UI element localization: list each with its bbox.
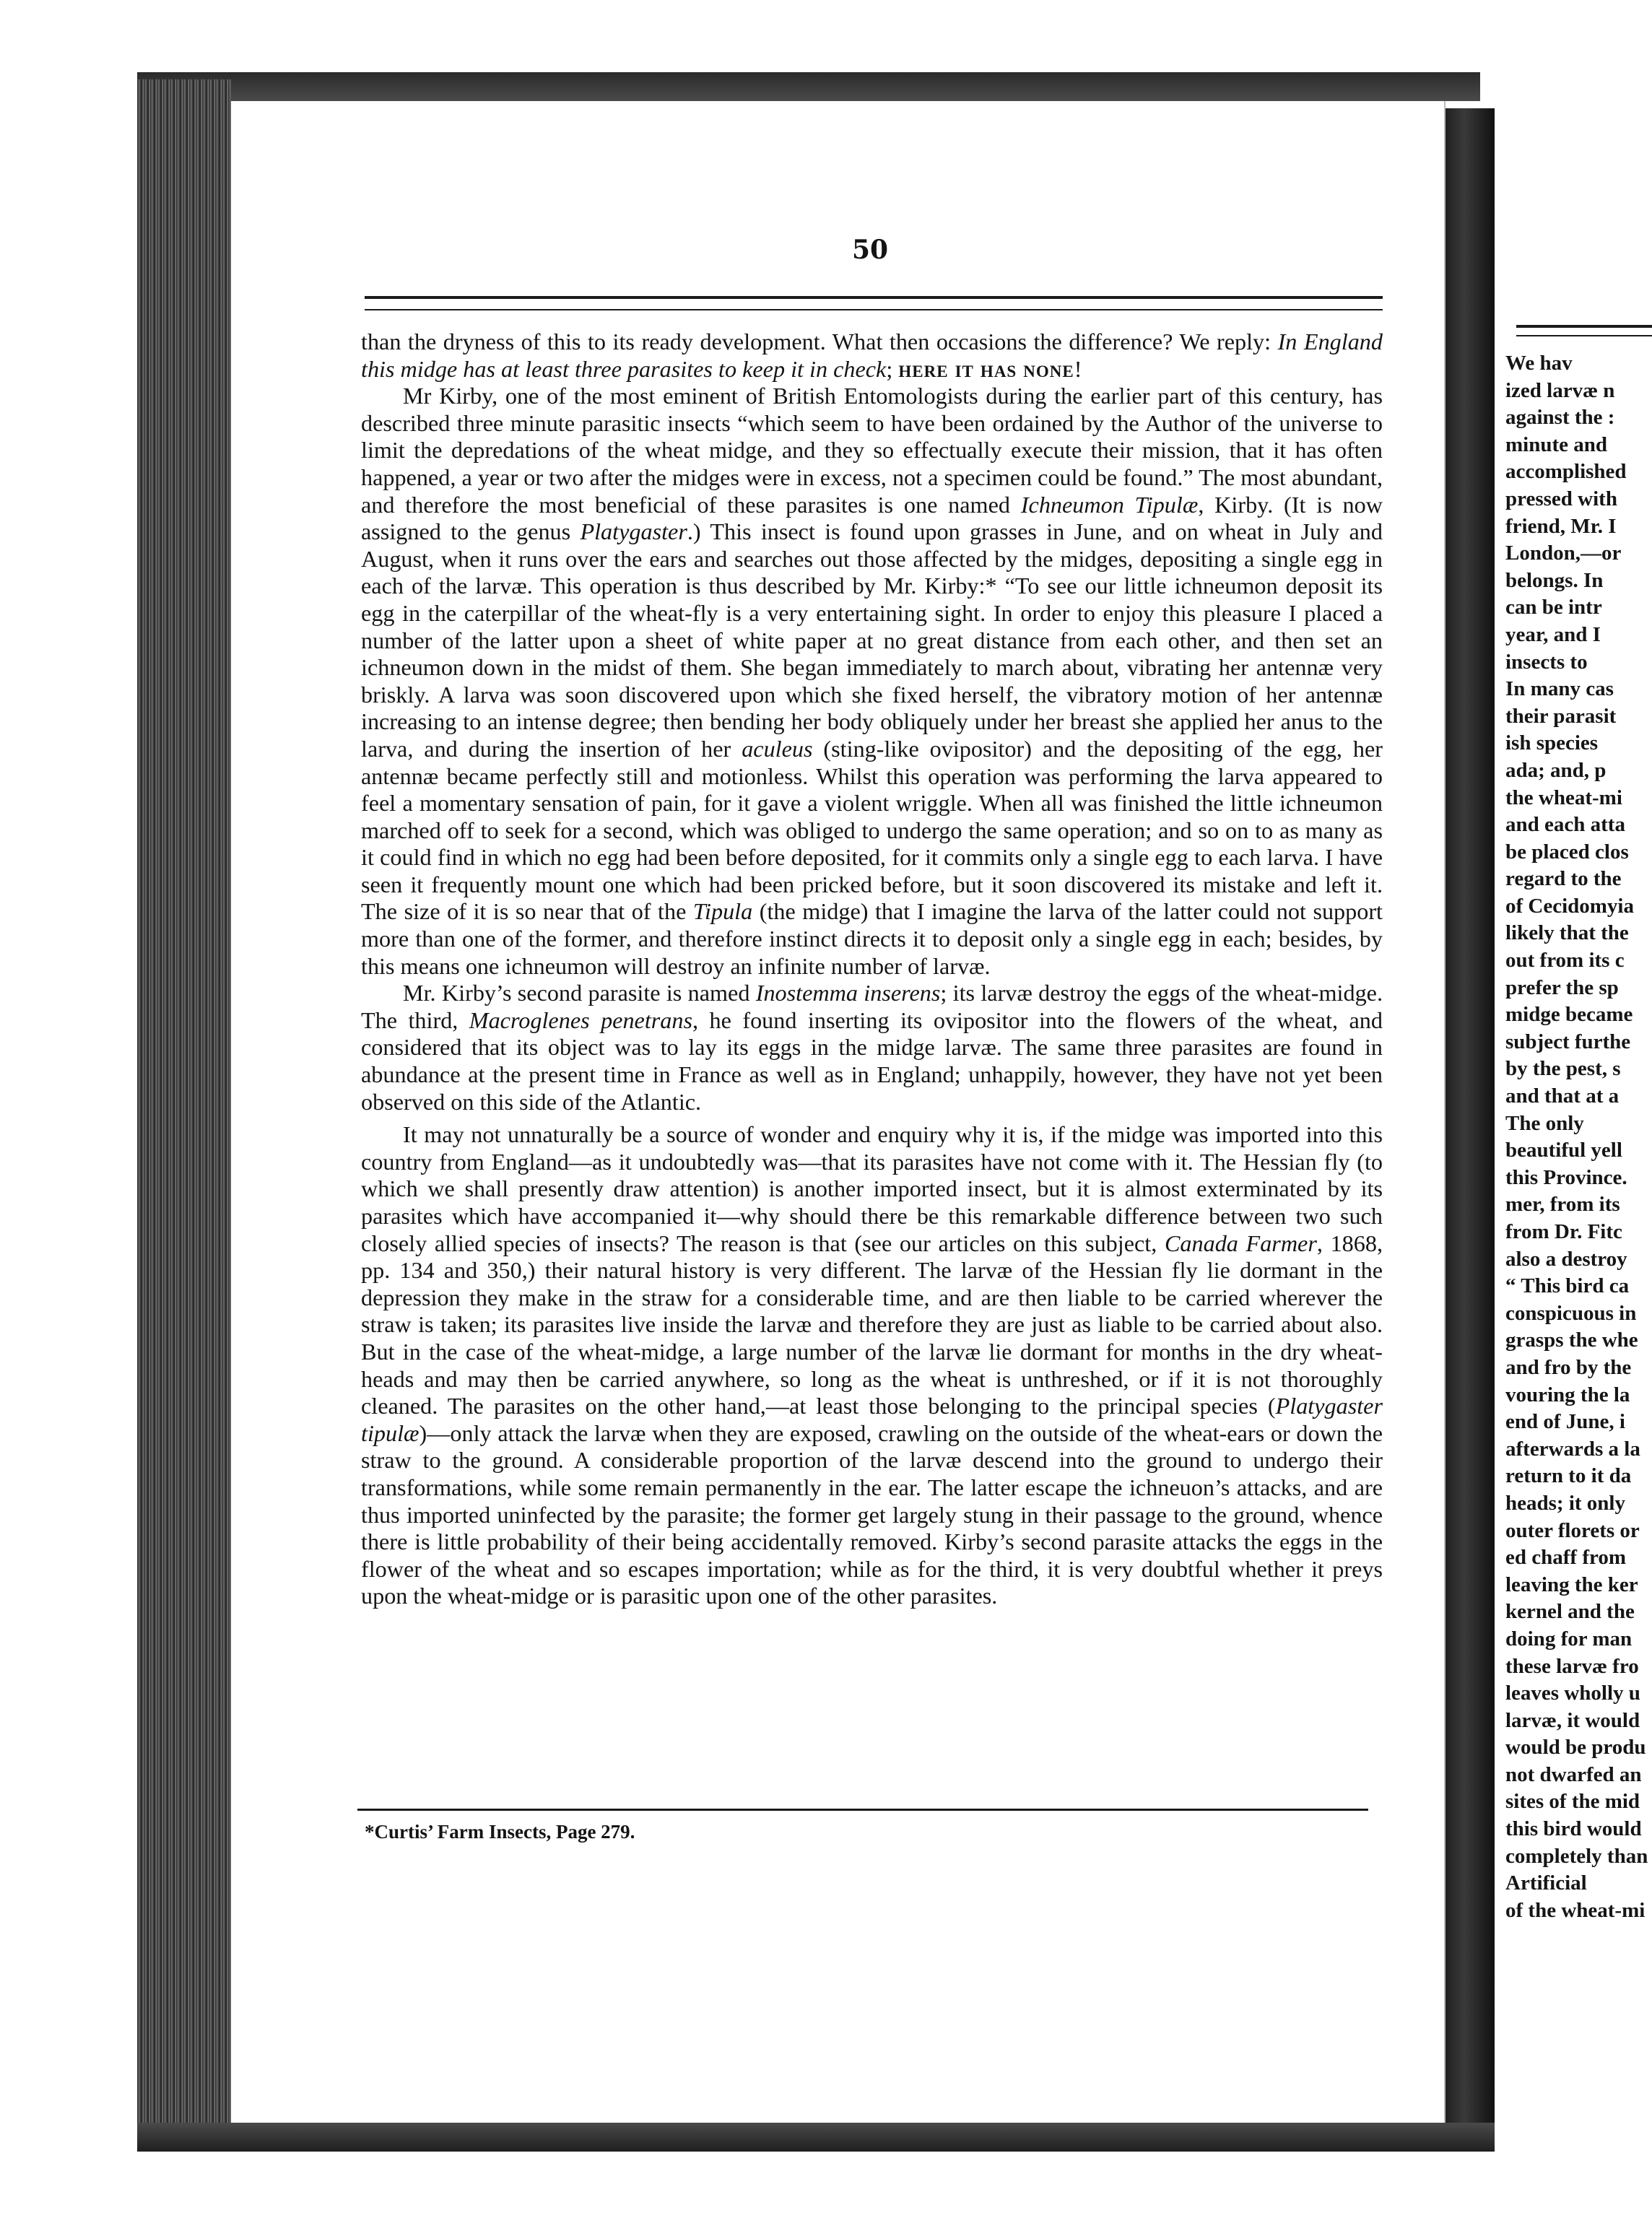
facing-page-line: leaves wholly u [1505, 1682, 1640, 1705]
facing-page-line: kernel and the [1505, 1600, 1635, 1624]
facing-page-line: midge became [1505, 1003, 1633, 1027]
facing-page-line: out from its c [1505, 949, 1625, 973]
facing-page-line: The only [1505, 1111, 1584, 1135]
facing-page-line: afterwards a la [1505, 1437, 1640, 1461]
facing-page-line: likely that the [1505, 921, 1629, 945]
book-bottom-edge [137, 2123, 1495, 2152]
footnote-rule [357, 1809, 1368, 1811]
book-top-edge [137, 72, 1480, 101]
facing-page-line: grasps the whe [1505, 1328, 1638, 1352]
facing-page-line: and fro by the [1505, 1355, 1632, 1379]
facing-page-line: can be intr [1505, 596, 1602, 619]
facing-page-line: Artificial [1505, 1871, 1587, 1895]
facing-page-line: from Dr. Fitc [1505, 1220, 1622, 1243]
facing-page-text [1505, 350, 1652, 1924]
facing-page-line: larvæ, it would [1505, 1708, 1640, 1732]
facing-page-line: In many cas [1505, 677, 1614, 701]
book-page-edges [137, 79, 231, 2137]
paragraph-4: It may not unnaturally be a source of wonder and enquiry why it is, if the midge was imported into this country from England—as it undoubtedly was—that its parasites have not come with it. The Hessian fly (to which we shall presently draw attention) is another imported insect, but it is almost exterminated by its parasites which have accompanied it—why should there be this remarkable difference between two such closely allied species of insects? The reason is that (see our articles on this subject, Canada Farmer, 1868, pp. 134 and 350,) their natural history is very different. The larvæ of the Hessian fly lie dormant in the depression they make in the straw for a considerable time, and are then liable to be carried wherever the straw is taken; its parasites live inside the larvæ and therefore they are just as liable to be carried about also. But in the case of the wheat-midge, a large number of the larvæ lie dormant for months in the dry wheat-heads and may then be carried anywhere, so long as the wheat is unthreshed, or if it is not thoroughly cleaned. The parasites on the other hand,—at least those belonging to the principal species (Platygaster tipulæ)—only attack the larvæ when they are exposed, crawling on the outside of the wheat-ears or down the straw to the ground. A considerable proportion of the larvæ descend into the ground to undergo their transformations, while some remain permanently in the ear. The latter escape the ichneuon’s attacks, and are thus imported uninfected by the parasite; the former get largely stung in their passage to the ground, whence there is little probability of their being accidentally removed. Kirby’s second parasite attacks the eggs in the flower of the wheat and so escapes importation; while as for the third, it is very doubtful whether it preys upon the wheat-midge or is parasitic upon one of the other parasites. [361, 1121, 1383, 1609]
facing-page-line: of Cecidomyia [1505, 894, 1634, 918]
paragraph-1: than the dryness of this to its ready development. What then occasions the difference? We reply: In England this midge has at least three parasites to keep it in check; here it has none! [361, 329, 1383, 382]
facing-page-line: outer florets or [1505, 1518, 1640, 1542]
facing-page-line: We hav [1505, 352, 1573, 375]
facing-page-line: prefer the sp [1505, 975, 1619, 999]
facing-page-line: the wheat-mi [1505, 786, 1622, 809]
facing-page-line: sites of the mid [1505, 1790, 1640, 1814]
facing-page-line: this bird would [1505, 1817, 1642, 1841]
paragraph-3: Mr. Kirby’s second parasite is named Inostemma inserens; its larvæ destroy the eggs of the wheat-midge. The third, Macroglenes penetrans, he found inserting its ovipositor into the flowers of the wheat, and considered that its object was to lay its eggs in the midge larvæ. The same three parasites are found in abundance at the present time in France as well as in England; unhappily, however, they have not yet been observed on this side of the Atlantic. [361, 980, 1383, 1115]
facing-page-line: would be produ [1505, 1736, 1646, 1760]
facing-page-line: not dwarfed an [1505, 1762, 1642, 1786]
facing-page-line: and that at a [1505, 1084, 1620, 1108]
facing-page-line: ada; and, p [1505, 758, 1607, 782]
facing-page-line: friend, Mr. I [1505, 514, 1617, 538]
facing-page-line: pressed with [1505, 487, 1617, 510]
facing-page-line: conspicuous in [1505, 1301, 1637, 1325]
facing-page-line: minute and [1505, 432, 1608, 456]
facing-page-line: London,—or [1505, 542, 1622, 565]
facing-page-line: these larvæ fro [1505, 1654, 1639, 1678]
footnote: *Curtis’ Farm Insects, Page 279. [365, 1821, 635, 1843]
facing-page-line: “ This bird ca [1505, 1274, 1630, 1298]
facing-page-line: year, and I [1505, 622, 1601, 646]
paragraph-2: Mr Kirby, one of the most eminent of British Entomologists during the earlier part of this century, has described three minute parasitic insects “which seem to have been ordained by the Author of the universe to limit the depredations of the wheat midge, and they so effectually execute their mission, that it has often happened, a year or two after the midges were in excess, not a specimen could be found.” The most abundant, and therefore the most beneficial of these parasites is one named Ichneumon Tipulæ, Kirby. (It is now assigned to the genus Platygaster.) This insect is found upon grasses in June, and on wheat in July and August, when it runs over the ears and searches out those affected by the midges, depositing a single egg in each of the larvæ. This operation is thus described by Mr. Kirby:* “To see our little ichneumon deposit its egg in the caterpillar of the wheat-fly is a very entertaining sight. In order to enjoy this pleasure I placed a number of the latter upon a sheet of white paper at no great distance from each other, and then set an ichneumon down in the midst of them. She began immediately to march about, vibrating her antennæ very briskly. A larva was soon discovered upon which she fixed herself, the vibratory motion of her antennæ increasing to an intense degree; then bending her body obliquely under her breast she applied her anus to the larva, and during the insertion of her aculeus (sting-like ovipositor) and the depositing of the egg, her antennæ became perfectly still and motionless. Whilst this operation was performing the larva appeared to feel a momentary sensation of pain, for it gave a violent wriggle. When all was finished the little ichneumon marched off to seek for a second, which was obliged to undergo the same operation; and so on to as many as it could find in which no egg had been before deposited, for it commits only a single egg to each larva. I have seen it frequently mount one which had been pricked before, but it soon discovered its mistake and left it. The size of it is so near that of the Tipula (the midge) that I imagine the larva of the latter could not support more than one of the former, and therefore instinct directs it to deposit only a single egg in each; besides, by this means one ichneumon will destroy an infinite number of larvæ. [361, 383, 1383, 979]
facing-page [1495, 130, 1652, 2152]
facing-page-line: belongs. In [1505, 568, 1604, 592]
facing-page-line: be placed clos [1505, 840, 1629, 864]
facing-page-line: of the wheat-mi [1505, 1898, 1646, 1922]
facing-page-line: their parasit [1505, 704, 1617, 728]
facing-page-line: insects to [1505, 650, 1588, 674]
facing-page-line: ish species [1505, 731, 1599, 755]
main-text-column [361, 329, 1383, 1610]
facing-page-rule [1516, 325, 1652, 336]
facing-page-line: against the : [1505, 406, 1615, 430]
facing-page-line: mer, from its [1505, 1193, 1620, 1217]
facing-page-line: accomplished [1505, 460, 1627, 484]
facing-page-line: ized larvæ n [1505, 378, 1615, 402]
facing-page-line: regard to the [1505, 867, 1622, 891]
facing-page-line: by the pest, s [1505, 1057, 1621, 1081]
facing-page-line: subject furthe [1505, 1030, 1631, 1053]
facing-page-line: and each atta [1505, 813, 1625, 837]
emphasis-caps: here it has none [898, 355, 1074, 382]
page-number: 50 [852, 235, 889, 265]
header-double-rule [365, 296, 1383, 310]
facing-page-line: beautiful yell [1505, 1139, 1622, 1162]
facing-page-line: doing for man [1505, 1627, 1633, 1651]
facing-page-line: ed chaff from [1505, 1546, 1626, 1570]
facing-page-line: leaving the ker [1505, 1573, 1638, 1596]
facing-page-line: end of June, i [1505, 1410, 1625, 1434]
facing-page-line: vouring the la [1505, 1383, 1630, 1406]
facing-page-line: this Province. [1505, 1165, 1627, 1189]
facing-page-line: also a destroy [1505, 1247, 1627, 1271]
facing-page-line: completely than [1505, 1844, 1648, 1868]
book-gutter [1444, 108, 1495, 2152]
facing-page-line: heads; it only [1505, 1491, 1625, 1515]
facing-page-line: return to it da [1505, 1464, 1632, 1488]
